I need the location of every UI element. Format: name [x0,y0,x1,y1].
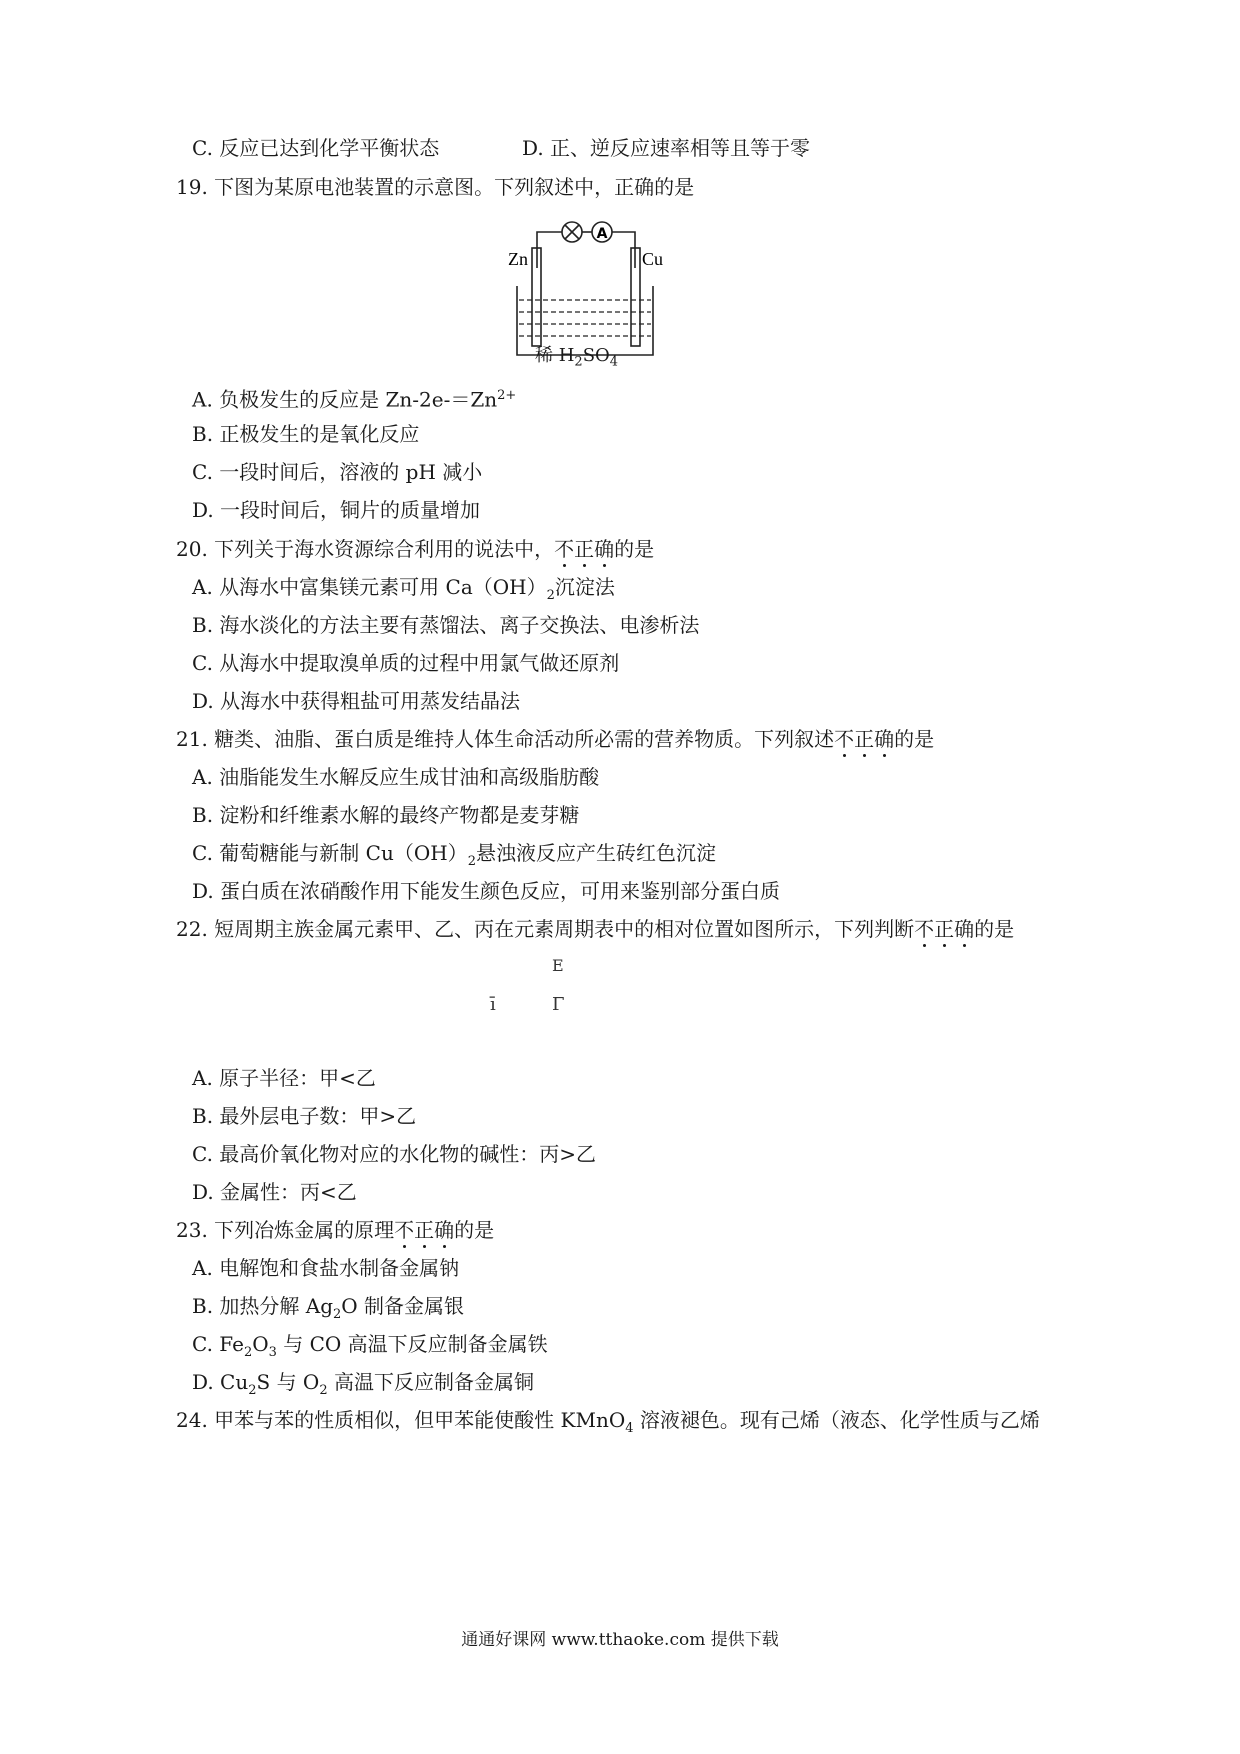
q23-option-b: B. 加热分解 $Ag_2O$ 制备金属银 [192,1294,465,1322]
q23-option-c: C. $Fe_2O_3$ 与 CO 高温下反应制备金属铁 [192,1332,548,1360]
q21-option-c: C. 葡萄糖能与新制 $Cu(OH)_2$悬浊液反应产生砖红色沉淀 [192,841,716,869]
q24-stem: 24. 甲苯与苯的性质相似，但甲苯能使酸性 KMnO$_4$ 溶液褪色。现有己烯（液态、化学性质与乙烯 [176,1408,1040,1436]
q20-option-c: C. 从海水中提取溴单质的过程中用氯气做还原剂 [192,651,620,675]
q19-stem: 19. 下图为某原电池装置的示意图。下列叙述中，正确的是 [176,175,695,199]
q19-option-a: A. 负极发生的反应是 $Zn-2e-=Zn^{2+}$ [192,387,517,412]
q20-stem: 20. 下列关于海水资源综合利用的说法中，不正确的是 [176,537,655,561]
q23-option-a: A. 电解饱和食盐水制备金属钠 [192,1256,460,1280]
q20-option-b: B. 海水淡化的方法主要有蒸馏法、离子交换法、电渗析法 [192,613,700,637]
diagram-caption: 稀 $H_2SO_4$ [535,345,619,370]
q19-option-b: B. 正极发生的是氧化反应 [192,422,420,446]
zinc-label: Zn [508,249,528,269]
q19-option-d: D. 一段时间后，铜片的质量增加 [192,498,481,522]
q21-option-a: A. 油脂能发生水解反应生成甘油和高级脂肪酸 [192,765,600,789]
ammeter-label: A [596,226,608,242]
q22-option-a: A. 原子半径：甲<乙 [192,1066,376,1090]
q22-stem: 22. 短周期主族金属元素甲、乙、丙在元素周期表中的相对位置如图所示，下列判断不正确的是 [176,917,1015,941]
q22-option-b: B. 最外层电子数：甲>乙 [192,1104,417,1128]
q18-option-c: C. 反应已达到化学平衡状态 [192,136,440,160]
q21-option-b: B. 淀粉和纤维素水解的最终产物都是麦芽糖 [192,803,580,827]
q23-option-d: D. $Cu_2S$ 与 $O_2$ 高温下反应制备金属铜 [192,1370,534,1398]
copper-label: Cu [642,249,664,269]
q21-option-d: D. 蛋白质在浓硝酸作用下能发生颜色反应，可用来鉴别部分蛋白质 [192,879,781,903]
q20-option-d: D. 从海水中获得粗盐可用蒸发结晶法 [192,689,521,713]
q23-stem: 23. 下列冶炼金属的原理不正确的是 [176,1218,495,1242]
periodic-fragment-right: Γ [552,994,565,1015]
periodic-fragment-left: ī [490,994,496,1015]
q20-option-a: A. 从海水中富集镁元素可用 $Ca(OH)_2$沉淀法 [192,575,615,603]
q19-option-c: C. 一段时间后，溶液的 pH 减小 [192,460,483,484]
page-footer: 通通好课网 www.tthaoke.com 提供下载 [461,1630,779,1650]
q22-option-c: C. 最高价氧化物对应的水化物的碱性：丙>乙 [192,1142,597,1166]
periodic-fragment-top: E [552,956,564,975]
q21-stem: 21. 糖类、油脂、蛋白质是维持人体生命活动所必需的营养物质。下列叙述不正确的是 [176,727,935,751]
q18-option-d: D. 正、逆反应速率相等且等于零 [522,136,811,160]
q22-option-d: D. 金属性：丙<乙 [192,1180,357,1204]
